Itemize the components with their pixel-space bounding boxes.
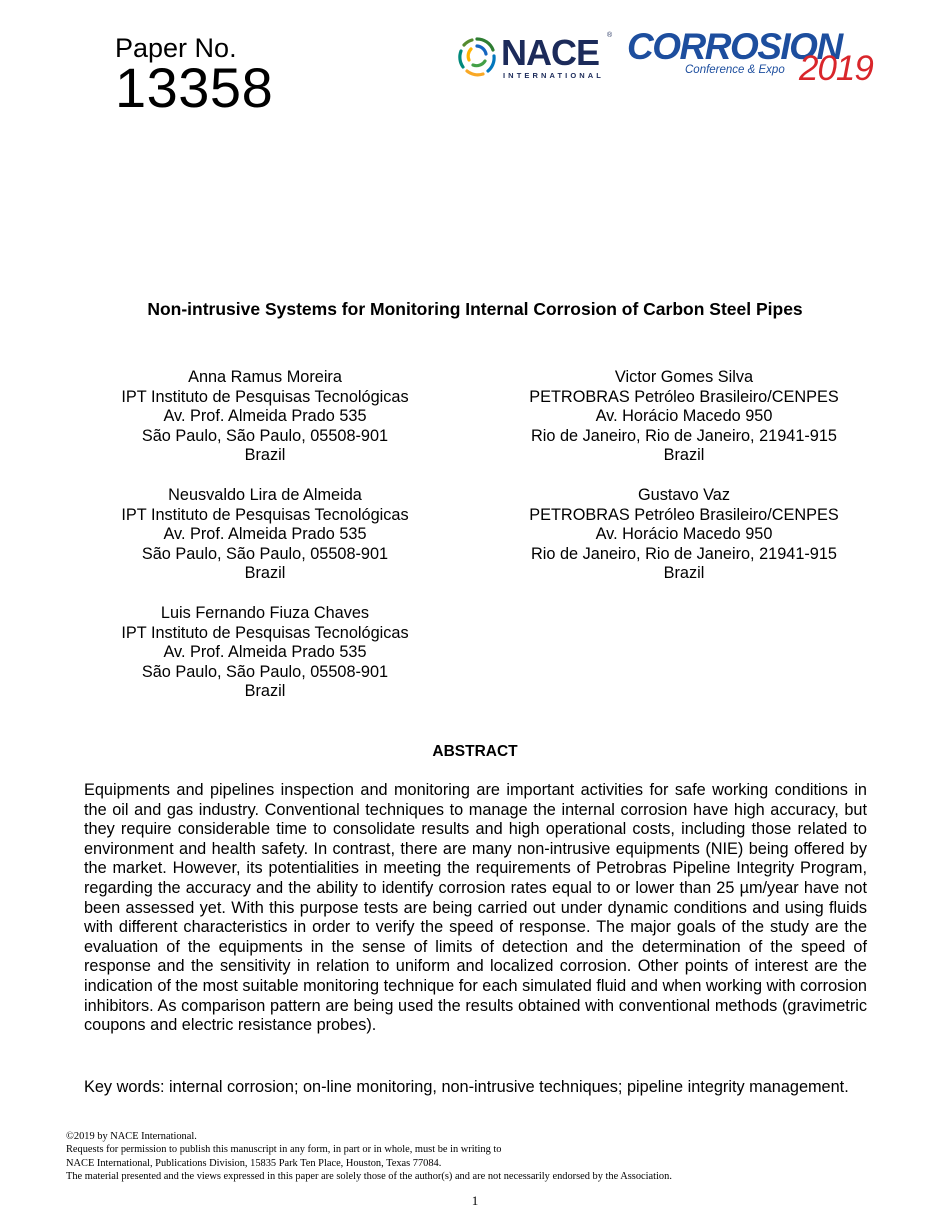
corrosion-conference-logo <box>627 28 887 88</box>
author-block <box>100 486 430 584</box>
corrosion-logo-text: CORROSION <box>627 26 842 67</box>
conference-year: 2019 <box>799 49 873 88</box>
conference-expo-text: Conference & Expo <box>685 64 785 76</box>
author-country: Brazil <box>244 682 286 701</box>
abstract-heading: ABSTRACT <box>432 743 518 760</box>
author-block <box>519 368 849 466</box>
author-name: Neusvaldo Lira de Almeida <box>168 486 362 504</box>
author-organization: IPT Instituto de Pesquisas Tecnológicas <box>121 623 409 642</box>
page-number: 1 <box>471 1193 479 1208</box>
author-street: Av. Prof. Almeida Prado 535 <box>163 407 367 426</box>
nace-globe-icon <box>455 34 499 80</box>
author-city: São Paulo, São Paulo, 05508-901 <box>141 662 389 681</box>
author-city: Rio de Janeiro, Rio de Janeiro, 21941-915 <box>531 426 837 445</box>
author-name: Victor Gomes Silva <box>614 368 754 386</box>
author-name: Anna Ramus Moreira <box>188 368 342 386</box>
author-organization: PETROBRAS Petróleo Brasileiro/CENPES <box>529 387 839 406</box>
author-organization: PETROBRAS Petróleo Brasileiro/CENPES <box>529 505 839 524</box>
nace-logo-subtext: INTERNATIONAL <box>503 71 604 80</box>
nace-logo <box>455 34 615 82</box>
nace-logo-text: NACE <box>501 32 600 73</box>
paper-title: Non-intrusive Systems for Monitoring Internal Corrosion of Carbon Steel Pipes <box>147 299 803 319</box>
header-logos <box>455 28 885 88</box>
footer-line: ©2019 by NACE International. <box>66 1131 197 1142</box>
paper-number-block <box>115 33 274 119</box>
author-block <box>519 486 849 584</box>
author-block <box>100 368 430 466</box>
registered-mark: ® <box>607 32 613 39</box>
footer-line: The material presented and the views expressed in this paper are solely those of the author(s) and are not necessarily endorsed by the Association. <box>66 1171 672 1183</box>
abstract-body: Equipments and pipelines inspection and monitoring are important activities for safe working conditions in the oil and gas industry. Conventional techniques to manage the internal corrosion have high accuracy, but they require considerable time to consolidate results and high operational costs, including those related to environment and health safety. In contrast, there are many non-intrusive equipments (NIE) being offered by the market. However, its potentialities in meeting the requirements of Petrobras Pipeline Integrity Program, regarding the accuracy and the ability to identify corrosion rates equal to or lower than 25 µm/year have not been assessed yet. With this purpose tests are being carried out under dynamic conditions and using fluids with different characteristics in order to verify the speed of response. The major goals of the study are the evaluation of the equipments in the sense of limits of detection and the determination of the speed of response and the sensitivity in relation to uniform and localized corrosion. Other points of interest are the indication of the most suitable monitoring technique for each simulated fluid and when working with corrosion inhibitors. As comparison pattern are being used the results obtained with conventional methods (gravimetric coupons and electric resistance probes). <box>84 781 867 1035</box>
author-street: Av. Horácio Macedo 950 <box>595 407 773 426</box>
author-name: Gustavo Vaz <box>637 486 730 504</box>
author-city: São Paulo, São Paulo, 05508-901 <box>141 544 389 563</box>
author-block <box>100 604 430 702</box>
author-city: Rio de Janeiro, Rio de Janeiro, 21941-915 <box>531 544 837 563</box>
author-organization: IPT Instituto de Pesquisas Tecnológicas <box>121 505 409 524</box>
author-name: Luis Fernando Fiuza Chaves <box>160 604 370 622</box>
paper-number: 13358 <box>115 56 274 119</box>
footer-line: Requests for permission to publish this manuscript in any form, in part or in whole, must be in writing to <box>66 1144 502 1156</box>
author-country: Brazil <box>244 446 286 465</box>
footer-line: NACE International, Publications Division, 15835 Park Ten Place, Houston, Texas 77084. <box>66 1157 442 1169</box>
keywords: Key words: internal corrosion; on-line monitoring, non-intrusive techniques; pipeline integrity management. <box>84 1078 849 1096</box>
copyright-footer <box>66 1130 886 1184</box>
author-street: Av. Prof. Almeida Prado 535 <box>163 643 367 662</box>
author-city: São Paulo, São Paulo, 05508-901 <box>141 426 389 445</box>
author-street: Av. Prof. Almeida Prado 535 <box>163 525 367 544</box>
author-organization: IPT Instituto de Pesquisas Tecnológicas <box>121 387 409 406</box>
author-country: Brazil <box>244 564 286 583</box>
author-street: Av. Horácio Macedo 950 <box>595 525 773 544</box>
author-country: Brazil <box>663 446 705 465</box>
paper-label: Paper No. <box>115 33 237 63</box>
author-country: Brazil <box>663 564 705 583</box>
